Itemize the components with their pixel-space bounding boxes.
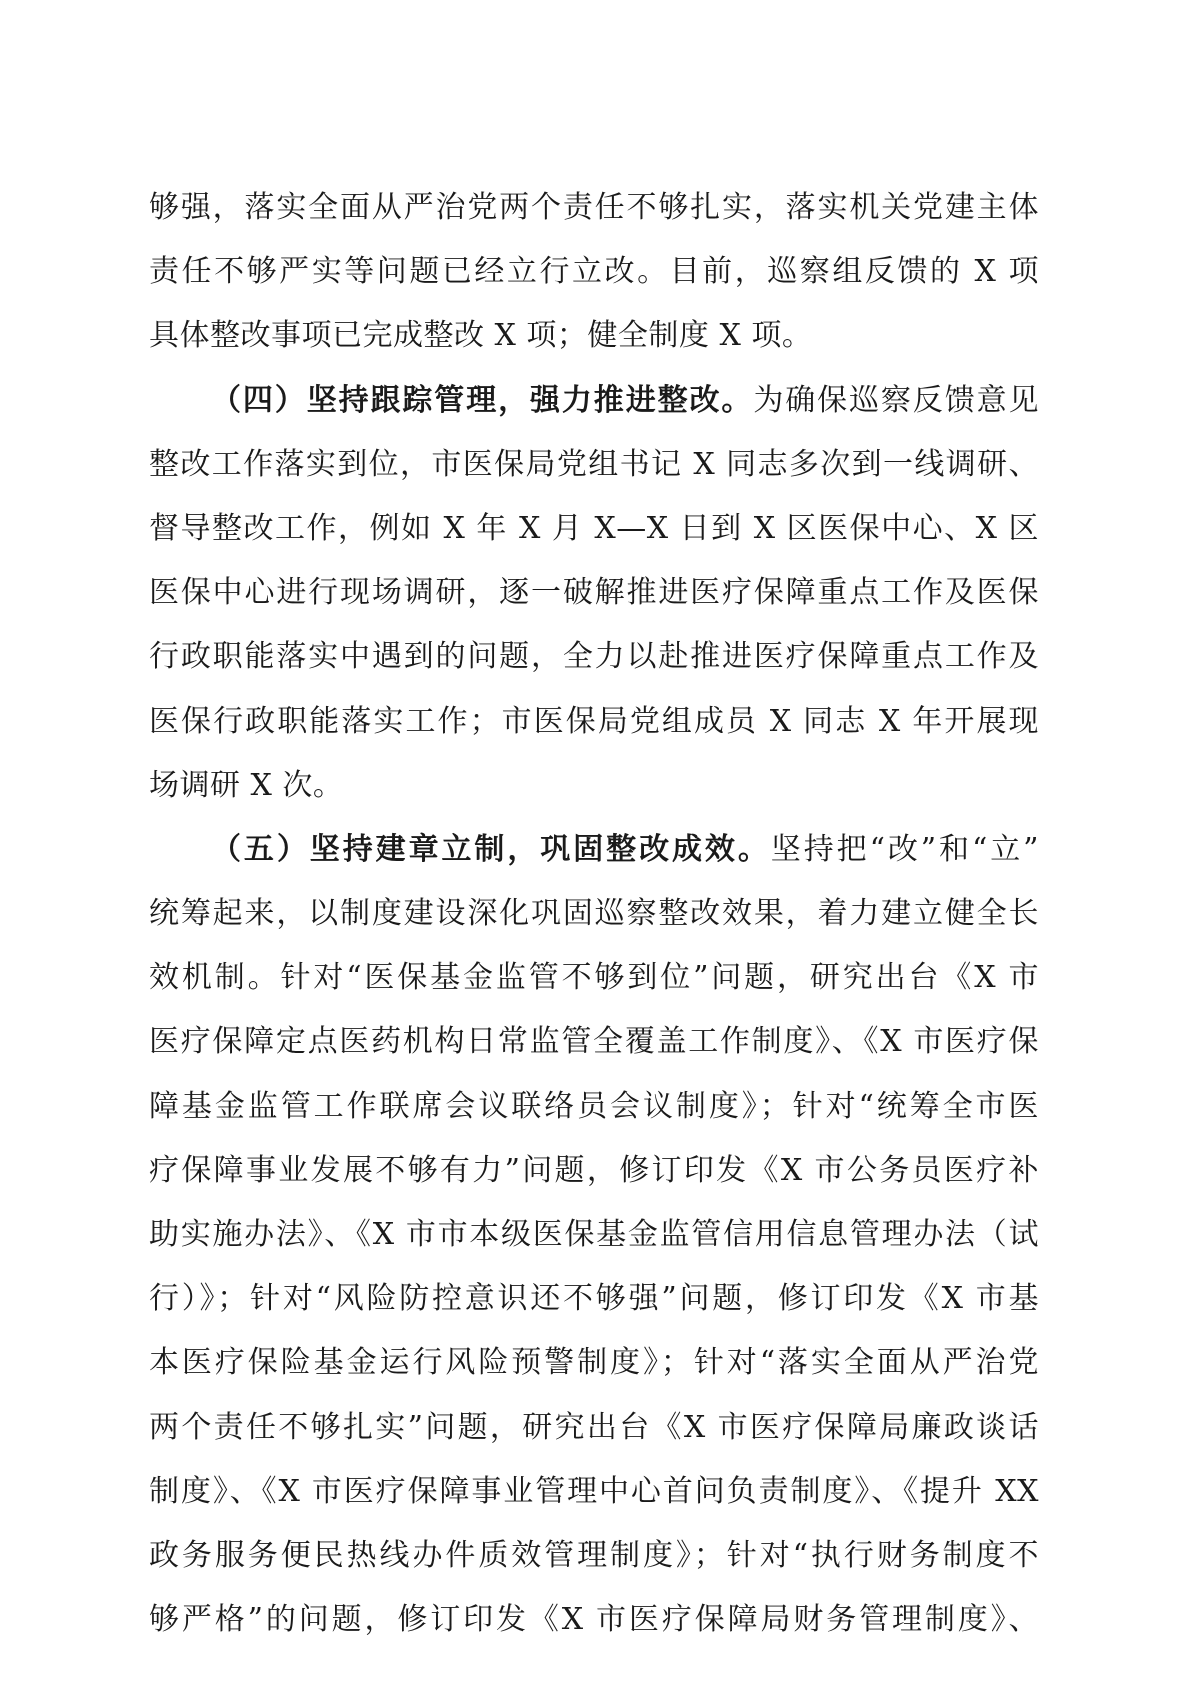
paragraph-tracking-management	[149, 369, 1039, 818]
text-line: 够强，落实全面从严治党两个责任不够扎实，落实机关党建主体	[149, 190, 1039, 225]
text-run: 坚持把“改”和“立”	[770, 831, 1040, 867]
text-line: 行政职能落实中遇到的问题，全力以赴推进医疗保障重点工作及	[149, 639, 1039, 675]
section-heading-4: （四）坚持跟踪管理，强力推进整改。	[211, 382, 754, 418]
text-line: 督导整改工作，例如 X 年 X 月 X—X 日到 X 区医保中心、X 区	[149, 510, 1039, 546]
text-line: 整改工作落实到位，市医保局党组书记 X 同志多次到一线调研、	[149, 446, 1039, 482]
text-line: 医保中心进行现场调研，逐一破解推进医疗保障重点工作及医保	[149, 575, 1039, 611]
text-line: 两个责任不够扎实”问题，研究出台《X 市医疗保障局廉政谈话	[149, 1409, 1039, 1445]
paragraph-first-line	[149, 369, 1039, 433]
text-line: 政务服务便民热线办件质效管理制度》；针对“执行财务制度不	[149, 1537, 1039, 1573]
text-line: 责任不够严实等问题已经立行立改。目前，巡察组反馈的 X 项	[149, 254, 1039, 290]
paragraph-first-line	[149, 818, 1039, 882]
text-line: 够严格”的问题，修订印发《X 市医疗保障局财务管理制度》、	[149, 1602, 1039, 1638]
text-line: 场调研 X 次。	[149, 767, 344, 803]
text-line: 疗保障事业发展不够有力”问题，修订印发《X 市公务员医疗补	[149, 1152, 1039, 1188]
section-heading-5: （五）坚持建章立制，巩固整改成效。	[211, 831, 771, 867]
document-body	[149, 176, 1039, 1652]
text-line: 效机制。针对“医保基金监管不够到位”问题，研究出台《X 市	[149, 960, 1039, 996]
text-run: 为确保巡察反馈意见	[753, 382, 1040, 418]
text-line: 障基金监管工作联席会议联络员会议制度》；针对“统筹全市医	[149, 1088, 1039, 1124]
text-line: 医保行政职能落实工作；市医保局党组成员 X 同志 X 年开展现	[149, 703, 1039, 739]
paragraph-institution-building	[149, 818, 1039, 1652]
text-line: 具体整改事项已完成整改 X 项；健全制度 X 项。	[149, 318, 813, 354]
text-line: 医疗保障定点医药机构日常监管全覆盖工作制度》、《X 市医疗保	[149, 1024, 1039, 1060]
text-line: 制度》、《X 市医疗保障事业管理中心首问负责制度》、《提升 XX	[149, 1473, 1039, 1509]
text-line: 助实施办法》、《X 市市本级医保基金监管信用信息管理办法（试	[149, 1217, 1039, 1252]
paragraph-continuation	[149, 176, 1039, 369]
text-line: 本医疗保险基金运行风险预警制度》；针对“落实全面从严治党	[149, 1345, 1039, 1381]
text-line: 行）》；针对“风险防控意识还不够强”问题，修订印发《X 市基	[149, 1281, 1039, 1317]
text-line: 统筹起来，以制度建设深化巩固巡察整改效果，着力建立健全长	[149, 896, 1039, 932]
